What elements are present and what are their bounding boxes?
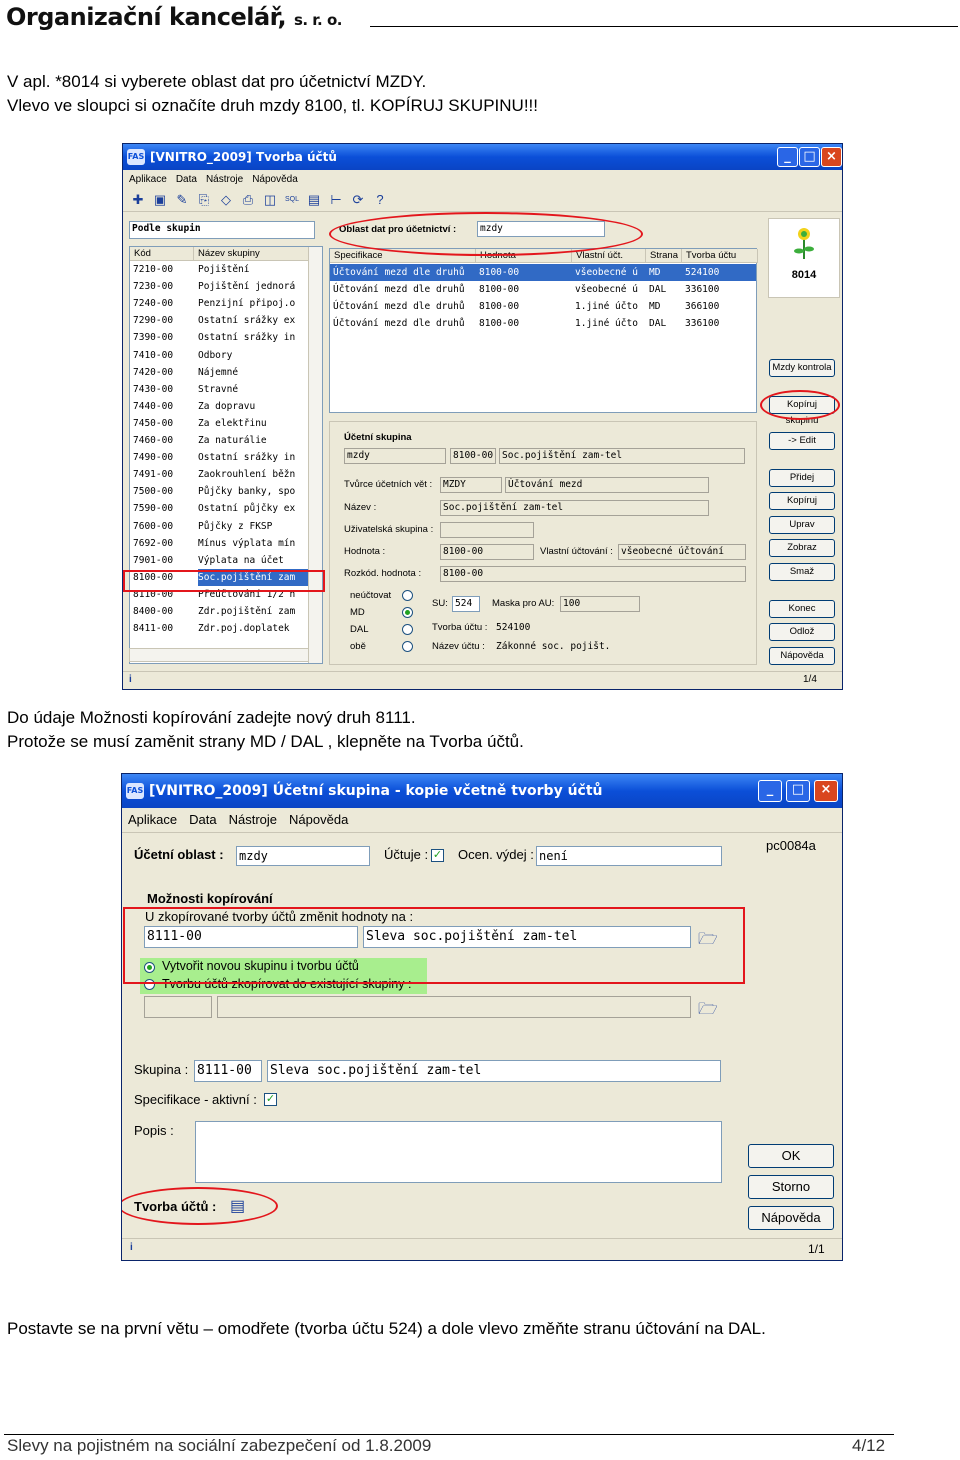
company-brand (6, 3, 342, 31)
menu2-napoveda[interactable]: Nápověda (289, 811, 349, 827)
grid-cell[interactable]: Účtování mezd dle druhů (333, 318, 465, 329)
window1-title: [VNITRO_2009] Tvorba účtů (150, 150, 337, 164)
maximize-icon-2[interactable]: □ (786, 780, 810, 802)
group-row-code[interactable]: 7901-00 (133, 554, 174, 566)
window-kopie (121, 773, 843, 1261)
footer-text: Slevy na pojistném na sociální zabezpečení od 1.8.2009 (7, 1436, 432, 1455)
group-row-code[interactable]: 7420-00 (133, 366, 174, 378)
w2-valuation-label: Ocen. výdej : (458, 847, 534, 862)
detail-panel (329, 421, 757, 665)
group-row-name[interactable]: Za elektřinu (198, 417, 267, 429)
group-row-code[interactable]: 7390-00 (133, 332, 174, 344)
highlight-area-oval (329, 212, 643, 256)
group-row-code[interactable]: 7491-00 (133, 469, 174, 481)
print-icon[interactable]: ⎙ (242, 191, 254, 207)
radio-dal[interactable] (402, 624, 413, 635)
flower-icon (791, 225, 817, 261)
menu-data[interactable]: Data (175, 173, 197, 185)
w2-pc-name: pc0084a (766, 838, 816, 853)
col-header-name[interactable]: Název skupiny (194, 247, 310, 261)
w2-valuation-combo[interactable] (536, 846, 722, 866)
w2-valuation-value: není (539, 849, 568, 863)
group-row-code[interactable]: 7440-00 (133, 400, 174, 412)
user-group-label: Uživatelská skupina : (344, 524, 434, 535)
grid-cell[interactable]: 8100-00 (479, 284, 520, 295)
grid-header-own[interactable]: Vlastní účt. (572, 249, 646, 263)
mask-value: 100 (560, 596, 640, 612)
brand-name: Organizační kancelář, (6, 3, 287, 31)
value-field: 8100-00 (440, 544, 534, 560)
group-row-code[interactable]: 8100-00 (133, 571, 174, 583)
w2-group-code[interactable]: 8111-00 (194, 1060, 262, 1082)
creator-label: Tvůrce účetních vět : (344, 479, 433, 490)
group-row-name[interactable]: Zaokrouhlení běžn (198, 469, 296, 481)
user-group-value (440, 522, 534, 538)
w2-new-code[interactable]: 8111-00 (144, 926, 358, 948)
help-icon[interactable]: ? (376, 191, 384, 207)
w2-tvorba-label: Tvorba účtů : (134, 1199, 217, 1214)
window2-menubar (122, 808, 842, 830)
header-rule (370, 26, 958, 27)
group-row-name[interactable]: Ostatní srážky ex (198, 315, 296, 327)
closing-text: Postavte se na první větu – omodřete (tvorba účtu 524) a dole vlevo změňte stranu účtování na DAL. (7, 1319, 766, 1338)
w2-option-existing-group: Tvorbu účtů zkopírovat do existující skupiny : (162, 977, 412, 991)
col-header-code[interactable]: Kód (130, 247, 194, 261)
group-row-name[interactable]: Půjčky banky, spo (198, 486, 296, 498)
save-icon[interactable]: ▣ (153, 191, 167, 207)
group-row-code[interactable]: 7590-00 (133, 503, 174, 515)
detail-name-short: Soc.pojištění zam-tel (499, 448, 745, 464)
group-row-code[interactable]: 7450-00 (133, 417, 174, 429)
w2-ok-button[interactable]: OK (748, 1144, 834, 1168)
grid-header-spec[interactable]: Specifikace (330, 249, 476, 263)
report-icon[interactable]: ▤ (307, 191, 321, 207)
w2-accounts-label: Účtuje : (384, 847, 429, 862)
group-row-code[interactable]: 7600-00 (133, 520, 174, 532)
acct-label: Tvorba účtu : (432, 622, 488, 633)
group-row-name[interactable]: Stravné (198, 383, 239, 395)
maximize-icon[interactable]: □ (799, 147, 820, 167)
name-value: Soc.pojištění zam-tel (440, 500, 709, 516)
name-label: Název : (344, 502, 377, 513)
highlight-copy-button (760, 390, 840, 420)
group-row-name[interactable]: Za dopravu (198, 400, 256, 412)
group-row-code[interactable]: 8400-00 (133, 606, 174, 617)
konec-button[interactable]: Konec (769, 600, 835, 618)
menu2-data[interactable]: Data (189, 811, 217, 827)
acct-name-label: Název účtu : (432, 641, 485, 652)
highlight-selected-group (123, 570, 325, 592)
eraser-icon[interactable]: ◇ (221, 191, 231, 207)
window2-status: 1/1 (808, 1242, 825, 1256)
menu-aplikace[interactable]: Aplikace (129, 173, 167, 185)
group-row-code[interactable]: 7692-00 (133, 537, 174, 549)
group-row-code[interactable]: 7430-00 (133, 383, 174, 395)
grid-cell[interactable]: DAL (649, 318, 667, 329)
su-label: SU: (432, 598, 448, 609)
brand-suffix: s. r. o. (293, 11, 342, 29)
group-row-code[interactable]: 7500-00 (133, 486, 174, 498)
middle-line-1: Do údaje Možnosti kopírování zadejte nový druh 8111. (7, 708, 416, 727)
su-value[interactable]: 524 (452, 596, 480, 612)
highlight-tvorba-uctu (121, 1187, 278, 1225)
group-row-code[interactable]: 7230-00 (133, 281, 174, 293)
group-row-name[interactable]: Za naturálie (198, 435, 267, 446)
w2-storno-button[interactable]: Storno (748, 1175, 834, 1199)
mask-label: Maska pro AU: (492, 598, 555, 609)
radio-md[interactable] (402, 607, 413, 618)
folder-icon-2[interactable]: 🗁 (698, 1001, 718, 1018)
w2-desc-textarea[interactable] (195, 1121, 722, 1183)
grid-cell[interactable]: 1.jiné účto (575, 318, 638, 329)
info-icon-2: i (130, 1242, 133, 1253)
grouping-combo-value: Podle skupin (132, 223, 201, 234)
split-value: 8100-00 (440, 566, 746, 582)
pridej-button[interactable]: Přidej (769, 469, 835, 487)
grid-cell[interactable]: Účtování mezd dle druhů (333, 301, 465, 312)
grid-cell[interactable]: všeobecné ú (575, 267, 638, 278)
grid-cell[interactable]: 8100-00 (479, 318, 520, 329)
kopiruj-button[interactable]: Kopíruj (769, 492, 835, 510)
intro-text (7, 70, 538, 118)
w2-area-label: Účetní oblast : (134, 847, 224, 862)
grid-cell[interactable]: Účtování mezd dle druhů (333, 284, 465, 295)
group-row-code[interactable]: 8110-00 (133, 588, 174, 600)
menu2-nastroje[interactable]: Nástroje (228, 811, 278, 827)
own-label: Vlastní účtování : (540, 546, 613, 557)
menu-nastroje[interactable]: Nástroje (205, 173, 244, 185)
group-list-scrollbar[interactable] (308, 247, 322, 663)
group-row-name[interactable]: Ostatní srážky in (198, 332, 296, 344)
edit-button[interactable]: -> Edit (769, 432, 835, 450)
w2-accounts-checkbox[interactable]: ✓ (432, 849, 443, 861)
group-row-code[interactable]: 7490-00 (133, 452, 174, 464)
kopiruj-skupinu-button[interactable]: Kopíruj skupinu (769, 396, 835, 414)
grid-cell[interactable]: 524100 (685, 267, 720, 278)
middle-line-2: Protože se musí zaměnit strany MD / DAL , klepněte na Tvorba účtů. (7, 732, 524, 751)
new-record-icon[interactable]: ✚ (132, 191, 144, 207)
grid-header-value[interactable]: Hodnota (476, 249, 572, 263)
group-row-code[interactable]: 7460-00 (133, 435, 174, 446)
window2-titlebar (122, 774, 842, 808)
napoveda-button[interactable]: Nápověda (769, 647, 835, 665)
group-row-code[interactable]: 8411-00 (133, 623, 174, 635)
menu-divider (122, 832, 842, 833)
w2-new-name[interactable]: Sleva soc.pojištění zam-tel (363, 926, 691, 948)
intro-line-1: V apl. *8014 si vyberete oblast dat pro účetnictví MZDY. (7, 72, 427, 91)
app-code: 8014 (791, 269, 817, 281)
window1-status: 1/4 (803, 674, 817, 685)
creator-code: MZDY (440, 477, 502, 493)
close-icon[interactable]: × (821, 147, 842, 167)
close-icon-2[interactable]: × (814, 780, 838, 802)
group-row-name[interactable]: Přeúčtování 1/2 n (198, 588, 296, 600)
sql-icon[interactable]: SQL (284, 195, 299, 203)
group-row-name[interactable]: Výplata na účet (198, 554, 284, 566)
creator-name: Účtování mezd (505, 477, 709, 493)
grid-header-acct[interactable]: Tvorba účtu (682, 249, 758, 263)
acct-value: 524100 (496, 622, 531, 633)
group-row-name[interactable]: Pojištění jednorá (198, 281, 296, 293)
w2-desc-label: Popis : (134, 1123, 174, 1138)
group-row-name[interactable]: Zdr.poj.doplatek (198, 623, 290, 635)
spec-grid[interactable] (329, 248, 757, 413)
uprav-button[interactable]: Uprav (769, 516, 835, 534)
intro-line-2: Vlevo ve sloupci si označíte druh mzdy 8100, tl. KOPÍRUJ SKUPINU!!! (7, 96, 538, 115)
detail-area: mzdy (344, 448, 446, 464)
w2-napoveda-button[interactable]: Nápověda (748, 1206, 834, 1230)
group-row-name[interactable]: Ostatní půjčky ex (198, 503, 296, 515)
group-row-code[interactable]: 7210-00 (133, 264, 174, 275)
grid-cell[interactable]: DAL (649, 284, 667, 295)
window1-titlebar (123, 144, 842, 170)
grid-cell[interactable]: 336100 (685, 318, 720, 329)
grid-cell[interactable]: Účtování mezd dle druhů (333, 267, 465, 278)
value-label: Hodnota : (344, 546, 386, 557)
w2-area-value: mzdy (239, 849, 268, 863)
page-number: 4/12 (852, 1436, 886, 1455)
edit-icon[interactable]: ✎ (176, 191, 188, 207)
w2-copy-options-label: Možnosti kopírování (147, 891, 273, 906)
group-row-name[interactable]: Zdr.pojištění zam (198, 606, 296, 617)
w2-group-label: Skupina : (134, 1062, 189, 1077)
grid-header-side[interactable]: Strana (646, 249, 682, 263)
radio-obe[interactable] (402, 641, 413, 652)
window-tvorba-uctu (122, 143, 843, 690)
acct-name-value: Zákonné soc. pojišt. (496, 641, 611, 652)
w2-option-new-group: Vytvořit novou skupinu i tvorbu účtů (162, 959, 359, 973)
radio-label-obe: obě (350, 641, 366, 652)
zobraz-button[interactable]: Zobraz (769, 539, 835, 557)
grid-cell[interactable]: 8100-00 (479, 267, 520, 278)
menu-napoveda[interactable]: Nápověda (252, 173, 298, 185)
detail-title: Účetní skupina (344, 432, 412, 443)
group-row-code[interactable]: 7410-00 (133, 349, 174, 361)
grid-cell[interactable]: MD (649, 301, 661, 312)
info-icon: i (129, 674, 132, 685)
group-row-name[interactable]: Ostatní srážky in (198, 452, 296, 464)
split-label: Rozkód. hodnota : (344, 568, 422, 579)
w2-spec-label: Specifikace - aktivní : (134, 1092, 257, 1107)
smaz-button[interactable]: Smaž (769, 563, 835, 581)
w2-existing-name[interactable] (217, 996, 691, 1018)
tvorba-uctu-icon[interactable]: ▤ (230, 1198, 246, 1215)
radio-label-md: MD (350, 607, 365, 618)
minimize-icon[interactable]: _ (777, 147, 798, 167)
grid-cell[interactable]: 1.jiné účto (575, 301, 638, 312)
group-row-name[interactable]: Nájemné (198, 366, 239, 378)
grid-cell[interactable]: 8100-00 (479, 301, 520, 312)
w2-existing-code[interactable] (144, 996, 212, 1018)
footer-rule (4, 1434, 894, 1435)
radio-label-dal: DAL (350, 624, 369, 635)
folder-icon[interactable]: 🗁 (698, 931, 718, 948)
w2-change-label: U zkopírované tvorby účtů změnit hodnoty na : (145, 909, 414, 924)
menu2-aplikace[interactable]: Aplikace (128, 811, 178, 827)
window2-statusbar (122, 1238, 842, 1260)
grid-cell[interactable]: MD (649, 267, 661, 278)
grid-cell[interactable]: 366100 (685, 301, 720, 312)
window1-statusbar (123, 671, 842, 689)
minimize-icon-2[interactable]: _ (758, 780, 782, 802)
middle-text (7, 706, 524, 754)
group-row-name[interactable]: Mínus výplata mín (198, 537, 296, 549)
app-icon-2: FAS (126, 783, 144, 799)
tree-icon[interactable]: ⊢ (330, 191, 342, 207)
grid-cell[interactable]: 336100 (685, 284, 720, 295)
window2-title: [VNITRO_2009] Účetní skupina - kopie včetně tvorby účtů (149, 783, 603, 799)
window1-menubar (123, 170, 842, 188)
group-row-name[interactable]: Soc.pojištění zam (198, 569, 308, 586)
highlight-copy-options (123, 907, 745, 984)
copy-icon[interactable]: ⎘ (198, 191, 210, 207)
w2-spec-checkbox[interactable]: ✓ (265, 1093, 276, 1105)
odloz-button[interactable]: Odlož (769, 623, 835, 641)
group-row-code[interactable]: 7240-00 (133, 298, 174, 310)
preview-icon[interactable]: ◫ (263, 191, 277, 207)
group-row-name[interactable]: Pojištění (198, 264, 250, 275)
group-row-name[interactable]: Odbory (198, 349, 233, 361)
group-row-name[interactable]: Penzijní připoj.o (198, 298, 296, 310)
w2-area-combo[interactable] (236, 846, 370, 866)
group-row-code[interactable]: 7290-00 (133, 315, 174, 327)
app-icon: FAS (127, 149, 145, 165)
mzdy-kontrola-button[interactable]: Mzdy kontrola (769, 359, 835, 377)
group-list-hscrollbar[interactable] (129, 648, 309, 662)
w2-group-name[interactable]: Sleva soc.pojištění zam-tel (267, 1060, 721, 1082)
refresh-icon[interactable]: ⟳ (352, 191, 364, 207)
detail-code: 8100-00 (450, 448, 496, 464)
group-row-name[interactable]: Půjčky z FKSP (198, 520, 273, 532)
window1-toolbar (123, 188, 842, 212)
own-value: všeobecné účtování (618, 544, 746, 560)
radio-label-neuctovat: neúčtovat (350, 590, 392, 601)
radio-neuctovat[interactable] (402, 590, 413, 601)
group-list[interactable] (129, 246, 323, 664)
grouping-combo[interactable] (129, 221, 315, 239)
grid-cell[interactable]: všeobecné ú (575, 284, 638, 295)
app-logo-panel (768, 218, 840, 298)
area-combo-value: mzdy (480, 223, 503, 234)
area-label: Oblast dat pro účetnictví : (339, 224, 457, 235)
